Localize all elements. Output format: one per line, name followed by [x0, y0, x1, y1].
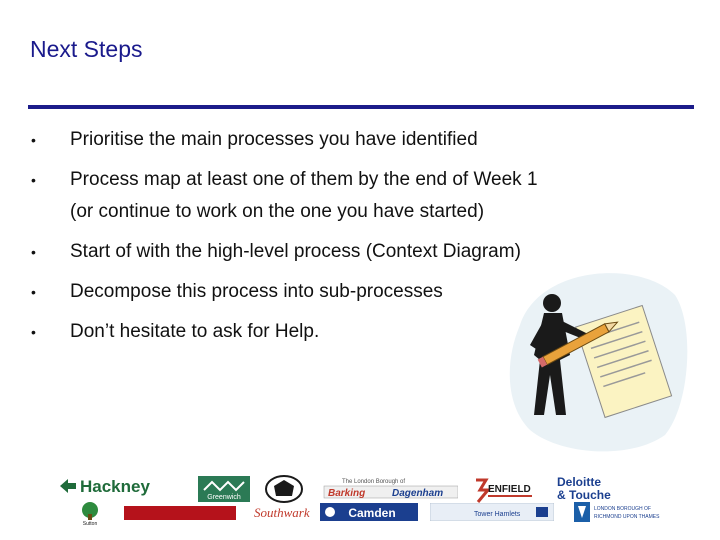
bullet-text: Prioritise the main processes you have identified — [70, 129, 478, 150]
red-banner-logo — [124, 506, 236, 520]
richmond-line2-text: RICHMOND UPON THAMES — [594, 514, 660, 520]
southwark-text: Southwark — [254, 505, 310, 520]
dagenham-text: Dagenham — [392, 488, 444, 499]
bullet-text: Process map at least one of them by the end of Week 1 — [70, 169, 538, 190]
southwark-logo — [250, 500, 312, 524]
barking-dagenham-logo — [322, 474, 458, 504]
bullet-marker: • — [31, 324, 36, 340]
businesswoman-clipart — [500, 265, 690, 455]
enfield-text: ENFIELD — [488, 484, 531, 495]
slide-title: Next Steps — [30, 36, 143, 62]
bullet-item — [28, 124, 668, 156]
sutton-logo — [68, 500, 112, 526]
bullet-text-continuation: (or continue to work on the one you have started) — [70, 201, 485, 222]
richmond-line1-text: LONDON BOROUGH OF — [594, 506, 651, 512]
bullet-marker: • — [31, 172, 36, 188]
deloitte-touche-logo — [555, 474, 630, 502]
tower-hamlets-text: Tower Hamlets — [474, 511, 521, 518]
camden-logo — [320, 503, 418, 521]
hackney-logo — [58, 474, 188, 498]
barking-header-text: The London Borough of — [342, 479, 406, 485]
tower-hamlets-logo — [430, 503, 554, 521]
bullet-text: Decompose this process into sub-processes — [70, 281, 443, 302]
hackney-text: Hackney — [80, 477, 150, 496]
bullet-text: Start of with the high-level process (Context Diagram) — [70, 241, 521, 262]
bullet-marker: • — [31, 132, 36, 148]
enfield-logo — [472, 476, 534, 504]
bullet-item — [28, 236, 668, 268]
sutton-text: Sutton — [82, 521, 98, 526]
deloitte-text: Deloitte — [557, 475, 602, 489]
richmond-logo — [572, 500, 676, 524]
bullet-text: Don’t hesitate to ask for Help. — [70, 321, 320, 342]
bullet-item — [28, 164, 668, 228]
greenwich-text: Greenwich — [207, 494, 241, 501]
barking-text: Barking — [328, 488, 366, 499]
camden-text: Camden — [348, 506, 396, 520]
touche-text: & Touche — [557, 488, 611, 502]
greenwich-logo — [198, 476, 250, 502]
bullet-marker: • — [31, 284, 36, 300]
title-divider — [28, 105, 694, 109]
bullet-marker: • — [31, 244, 36, 260]
